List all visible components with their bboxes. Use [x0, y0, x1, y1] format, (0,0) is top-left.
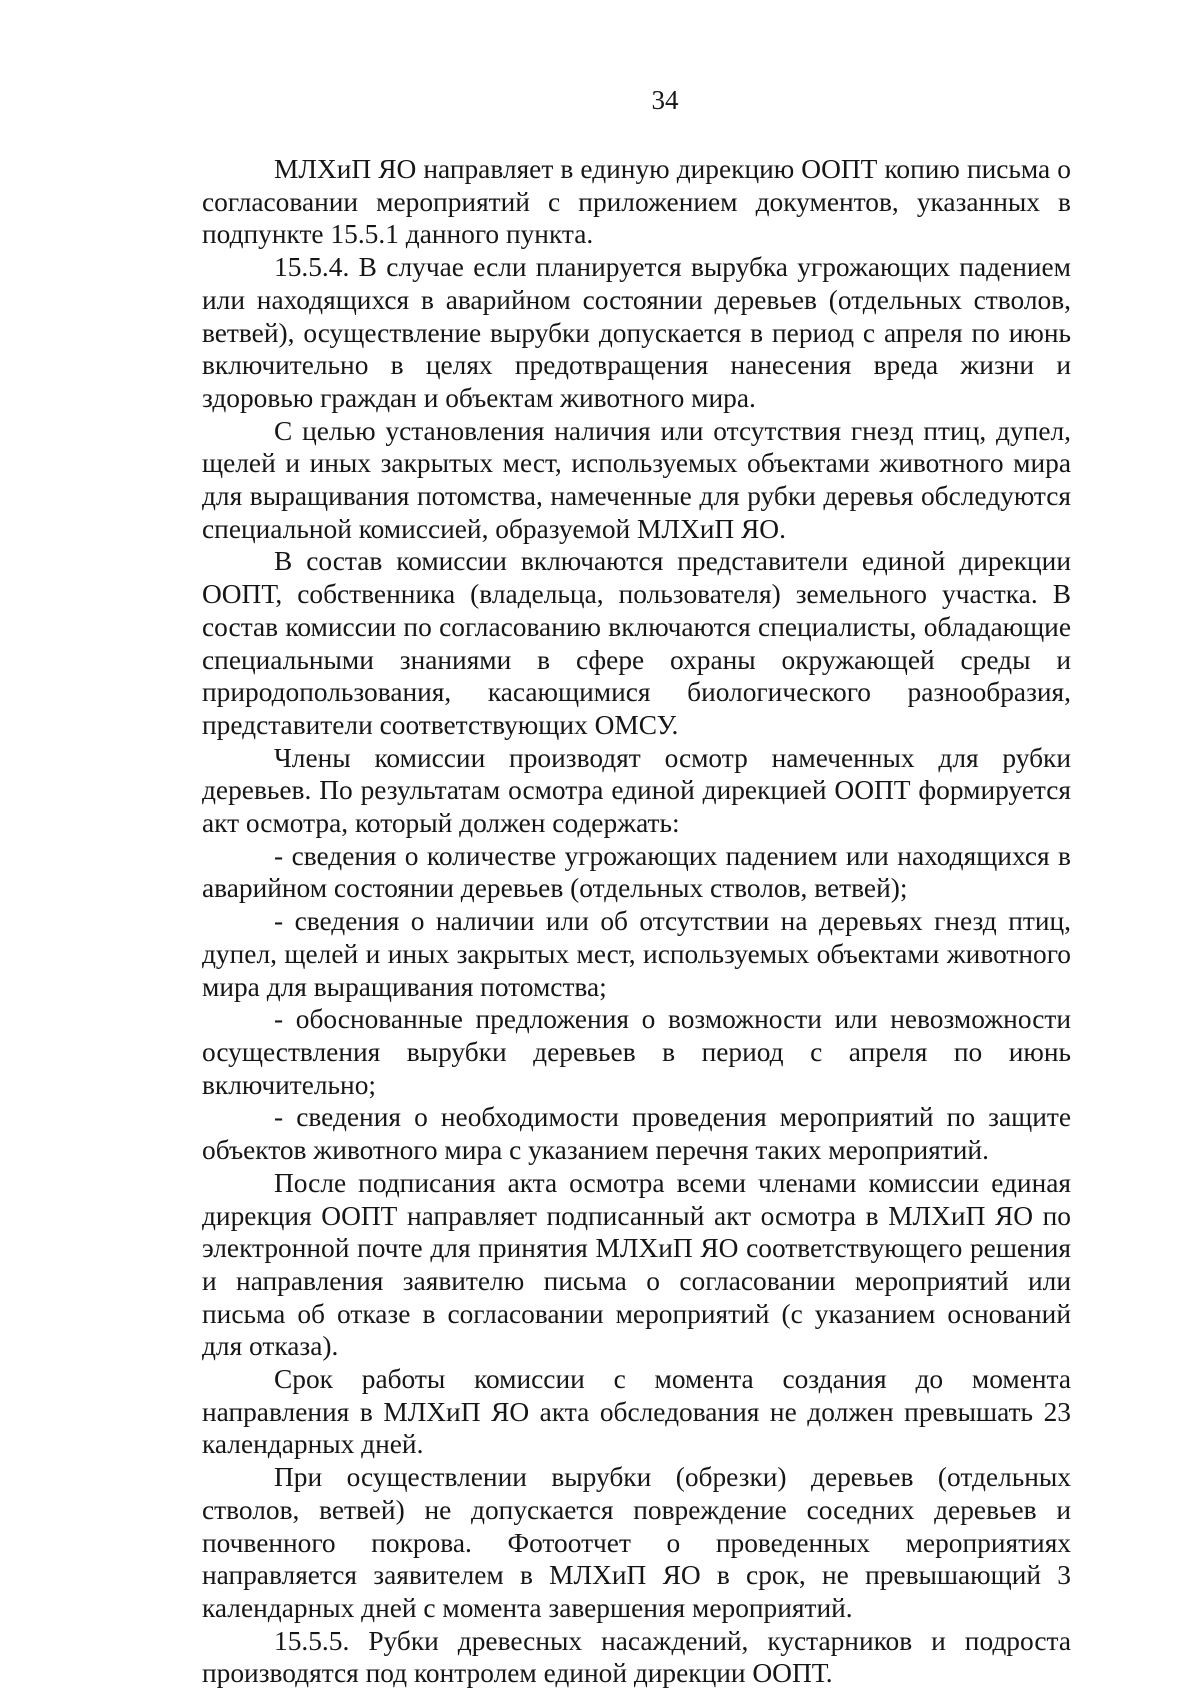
list-item-tree-count: - сведения о количестве угрожающих падением или находящихся в аварийном состоянии деревьев (отдельных стволов, ветвей); — [202, 840, 1071, 904]
paragraph-15-5-4: 15.5.4. В случае если планируется вырубка угрожающих падением или находящихся в аварийном состоянии деревьев (отдельных стволов, ветвей), осуществление вырубки допускается в период с апреля по июнь включительно в целях предотвращения нанесения вреда жизни и здоровью граждан и объектам животного мира. — [202, 252, 1071, 413]
list-item-proposals: - обоснованные предложения о возможности или невозможности осуществления вырубки деревьев в период с апреля по июнь включительно; — [202, 1004, 1071, 1100]
paragraph-commission-purpose: С целью установления наличия или отсутствия гнезд птиц, дупел, щелей и иных закрытых мест, используемых объектами животного мира для выращивания потомства, намеченные для рубки деревья обследуются специальной комиссией, образуемой МЛХиП ЯО. — [202, 415, 1071, 544]
list-item-nests: - сведения о наличии или об отсутствии на деревьях гнезд птиц, дупел, щелей и иных закрытых мест, используемых объектами животного мира для выращивания потомства; — [202, 906, 1071, 1002]
paragraph-commission-term: Срок работы комиссии с момента создания до момента направления в МЛХиП ЯО акта обследования не должен превышать 23 календарных дней. — [202, 1364, 1071, 1460]
document-body — [202, 153, 1071, 1690]
page-number: 34 — [651, 85, 679, 115]
paragraph-act-signing: После подписания акта осмотра всеми членами комиссии единая дирекция ООПТ направляет подписанный акт осмотра в МЛХиП ЯО по электронной почте для принятия МЛХиП ЯО соответствующего решения и направления заявителю письма о согласовании мероприятий или письма об отказе в согласовании мероприятий (с указанием оснований для отказа). — [202, 1167, 1071, 1362]
paragraph-inspection-act: Члены комиссии производят осмотр намеченных для рубки деревьев. По результатам осмотра единой дирекцией ООПТ формируется акт осмотра, который должен содержать: — [202, 742, 1071, 839]
paragraph-commission-composition: В состав комиссии включаются представители единой дирекции ООПТ, собственника (владельца, пользователя) земельного участка. В состав комиссии по согласованию включаются специалисты, обладающие специальными знаниями в сфере охраны окружающей среды и природопользования, касающимися биологического разнообразия, представители соответствующих ОМСУ. — [202, 546, 1071, 740]
paragraph-15-5-5: 15.5.5. Рубки древесных насаждений, кустарников и подроста производятся под контролем единой дирекции ООПТ. — [202, 1625, 1071, 1689]
paragraph-letter-copy: МЛХиП ЯО направляет в единую дирекцию ООПТ копию письма о согласовании мероприятий с приложением документов, указанных в подпункте 15.5.1 данного пункта. — [202, 154, 1071, 250]
paragraph-photo-report: При осуществлении вырубки (обрезки) деревьев (отдельных стволов, ветвей) не допускается повреждение соседних деревьев и почвенного покрова. Фотоотчет о проведенных мероприятиях направляется заявителем в МЛХиП ЯО в срок, не превышающий 3 календарных дней с момента завершения мероприятий. — [202, 1462, 1071, 1623]
list-item-protection-measures: - сведения о необходимости проведения мероприятий по защите объектов животного мира с указанием перечня таких мероприятий. — [202, 1102, 1071, 1166]
